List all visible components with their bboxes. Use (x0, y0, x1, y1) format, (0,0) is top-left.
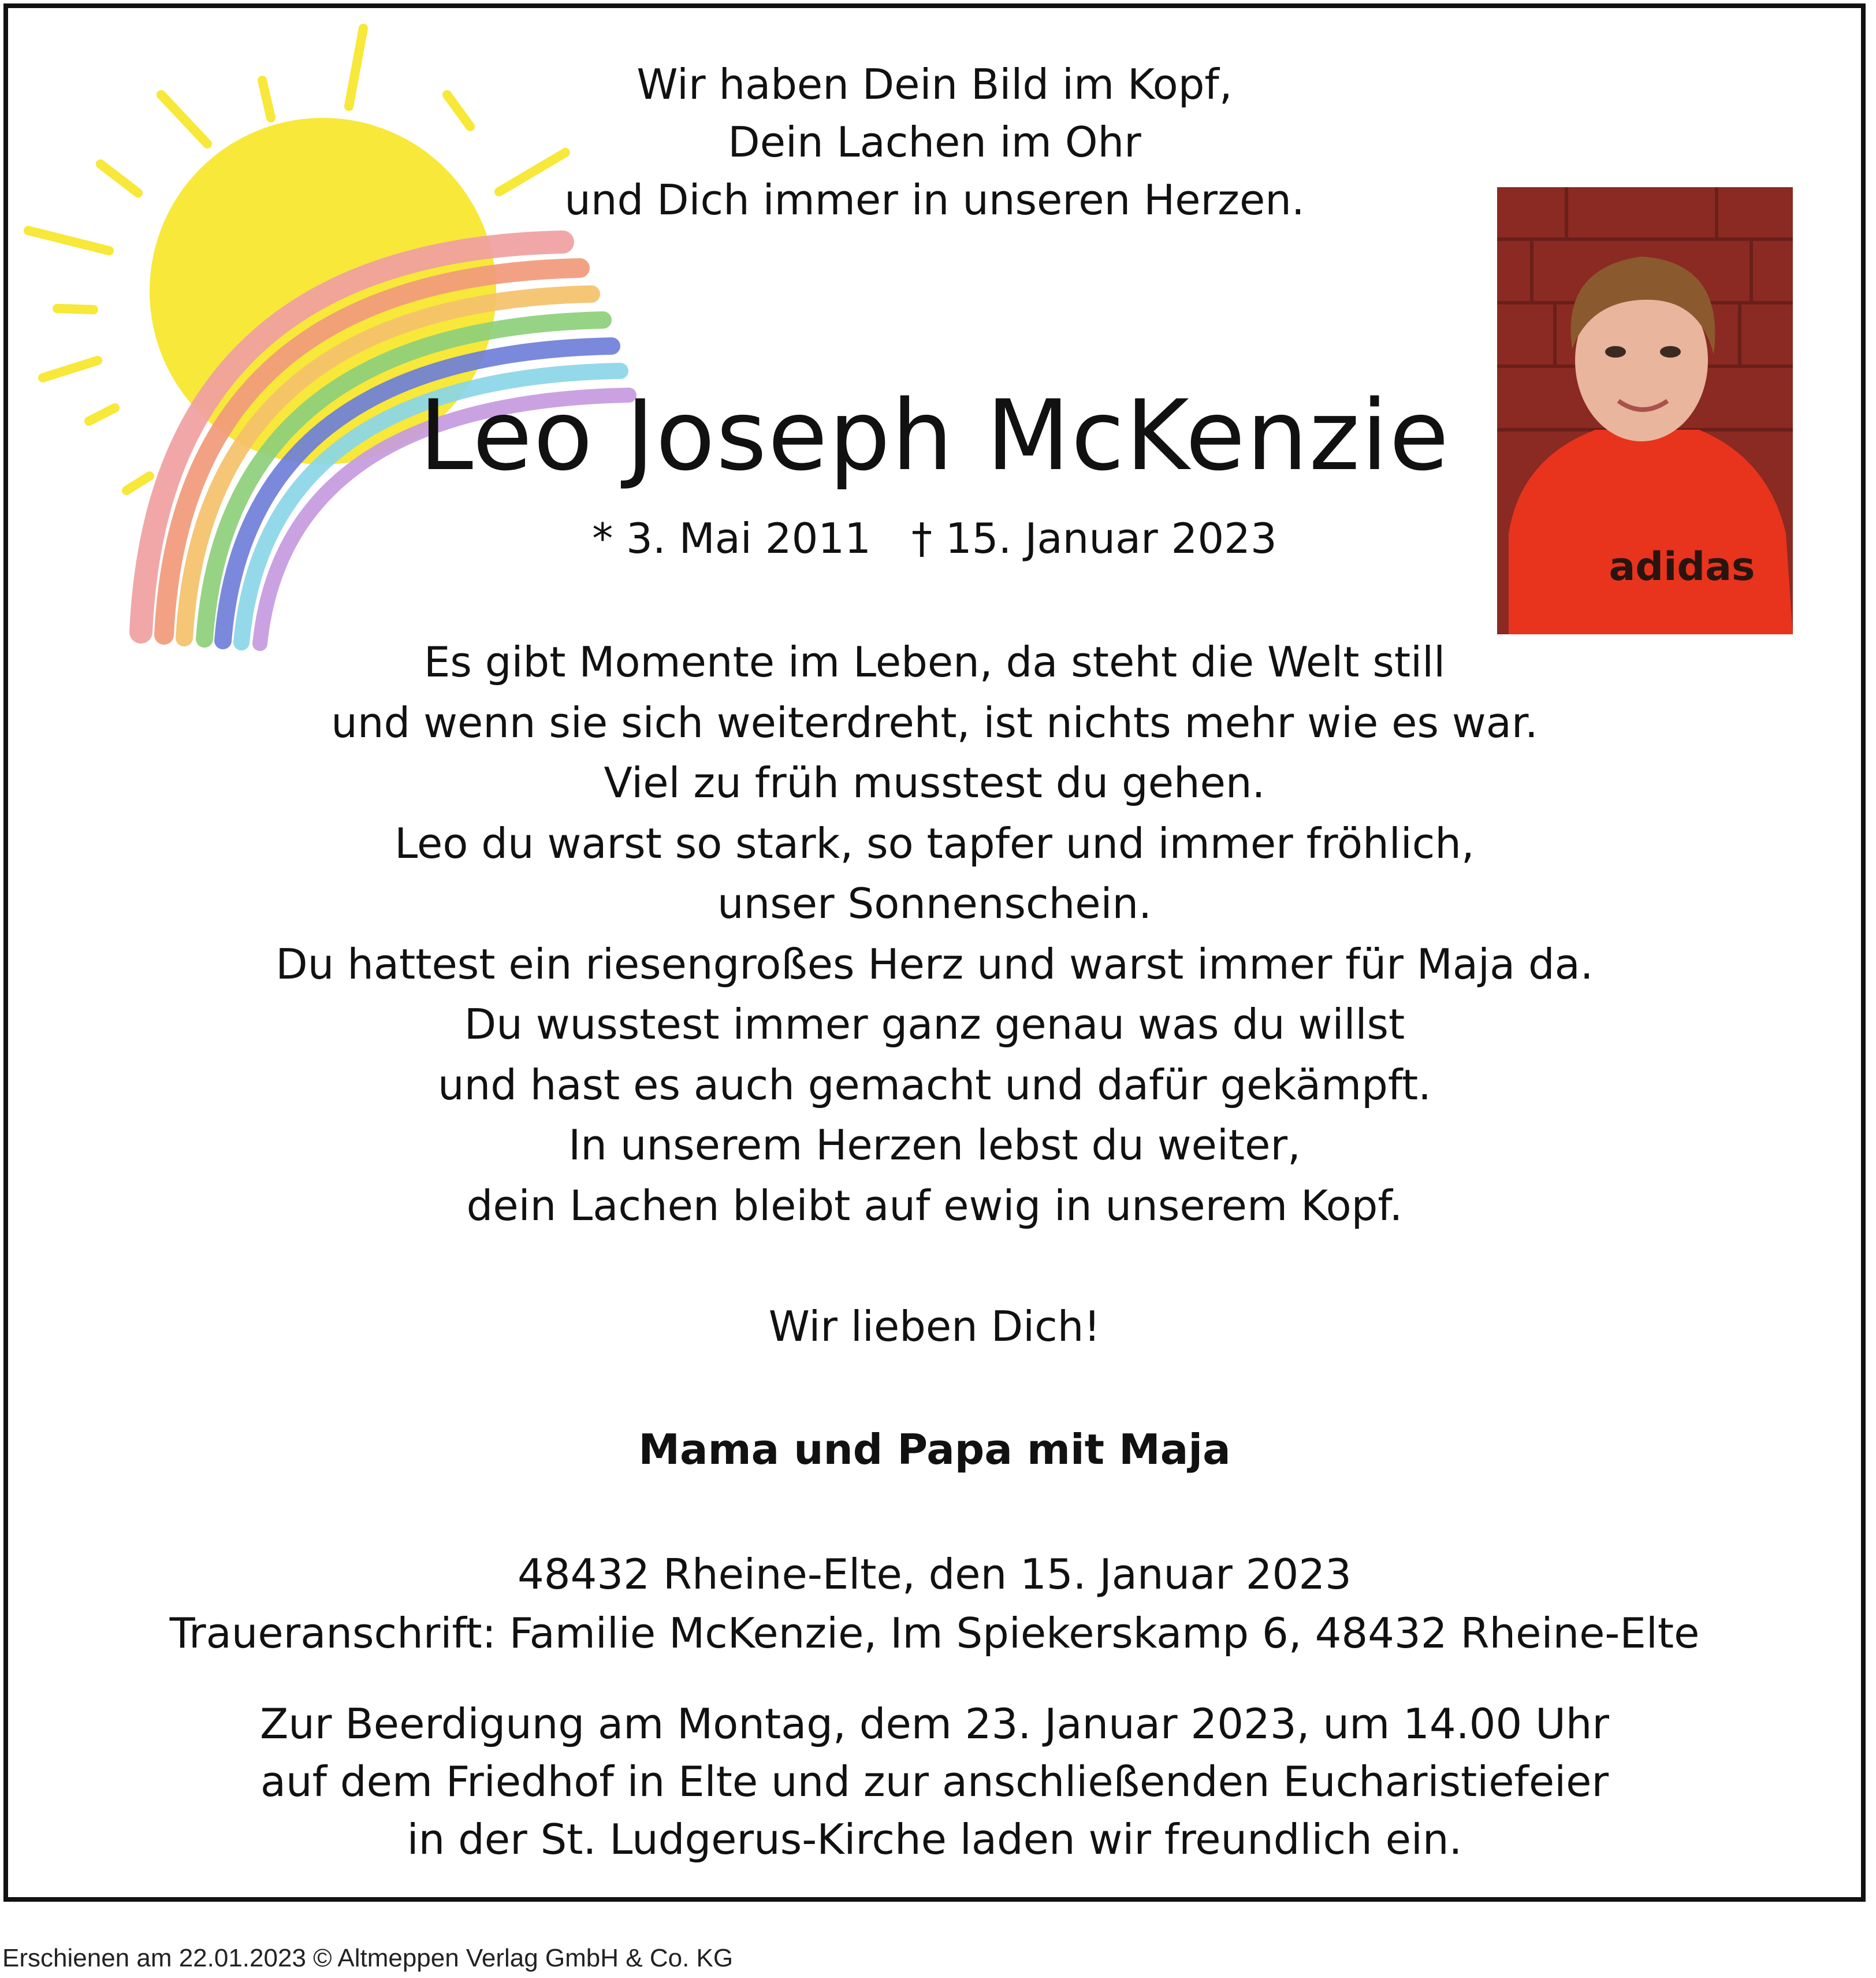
text-line: In unserem Herzen lebst du weiter, (568, 1121, 1301, 1169)
family-signature: Mama und Papa mit Maja (638, 1425, 1231, 1474)
text-line: Es gibt Momente im Leben, da steht die Welt still (423, 638, 1446, 686)
funeral-information (8, 1695, 1861, 1868)
poem-line: Wir haben Dein Bild im Kopf, (636, 60, 1233, 109)
funeral-line: Zur Beerdigung am Montag, dem 23. Januar 2023, um 14.00 Uhr (259, 1700, 1610, 1748)
shirt-logo-text: adidas (1609, 544, 1755, 590)
obituary-frame (3, 3, 1866, 1902)
text-line: Du hattest ein riesengroßes Herz und warst immer für Maja da. (276, 939, 1594, 988)
text-line: und wenn sie sich weiterdreht, ist nichts mehr wie es war. (331, 698, 1538, 747)
deceased-name: Leo Joseph McKenzie (419, 379, 1450, 492)
text-line: und hast es auch gemacht und dafür gekämpft. (437, 1060, 1432, 1109)
death-date: † 15. Januar 2023 (911, 514, 1277, 563)
place-date: 48432 Rheine-Elte, den 15. Januar 2023 (518, 1550, 1352, 1598)
text-line: Leo du warst so stark, so tapfer und immer fröhlich, (394, 819, 1475, 868)
memorial-text (8, 632, 1861, 1236)
funeral-line: in der St. Ludgerus-Kirche laden wir freundlich ein. (407, 1815, 1462, 1864)
text-line: unser Sonnenschein. (717, 879, 1152, 928)
publication-footer: Erschienen am 22.01.2023 © Altmeppen Verlag GmbH & Co. KG (2, 1944, 734, 1972)
funeral-line: auf dem Friedhof in Elte und zur anschließenden Eucharistiefeier (260, 1757, 1609, 1806)
mourning-address: Traueranschrift: Familie McKenzie, Im Spiekerskamp 6, 48432 Rheine-Elte (169, 1609, 1700, 1657)
closing-line: Wir lieben Dich! (768, 1302, 1101, 1351)
birth-date: * 3. Mai 2011 (592, 514, 872, 563)
poem-line: Dein Lachen im Ohr (728, 118, 1141, 166)
text-line: Viel zu früh musstest du gehen. (604, 759, 1265, 807)
life-dates (8, 510, 1861, 567)
text-line: Du wusstest immer ganz genau was du willst (464, 1000, 1405, 1049)
poem-line: und Dich immer in unseren Herzen. (564, 176, 1305, 224)
place-and-address (8, 1545, 1861, 1663)
text-line: dein Lachen bleibt auf ewig in unserem Kopf. (466, 1181, 1403, 1230)
